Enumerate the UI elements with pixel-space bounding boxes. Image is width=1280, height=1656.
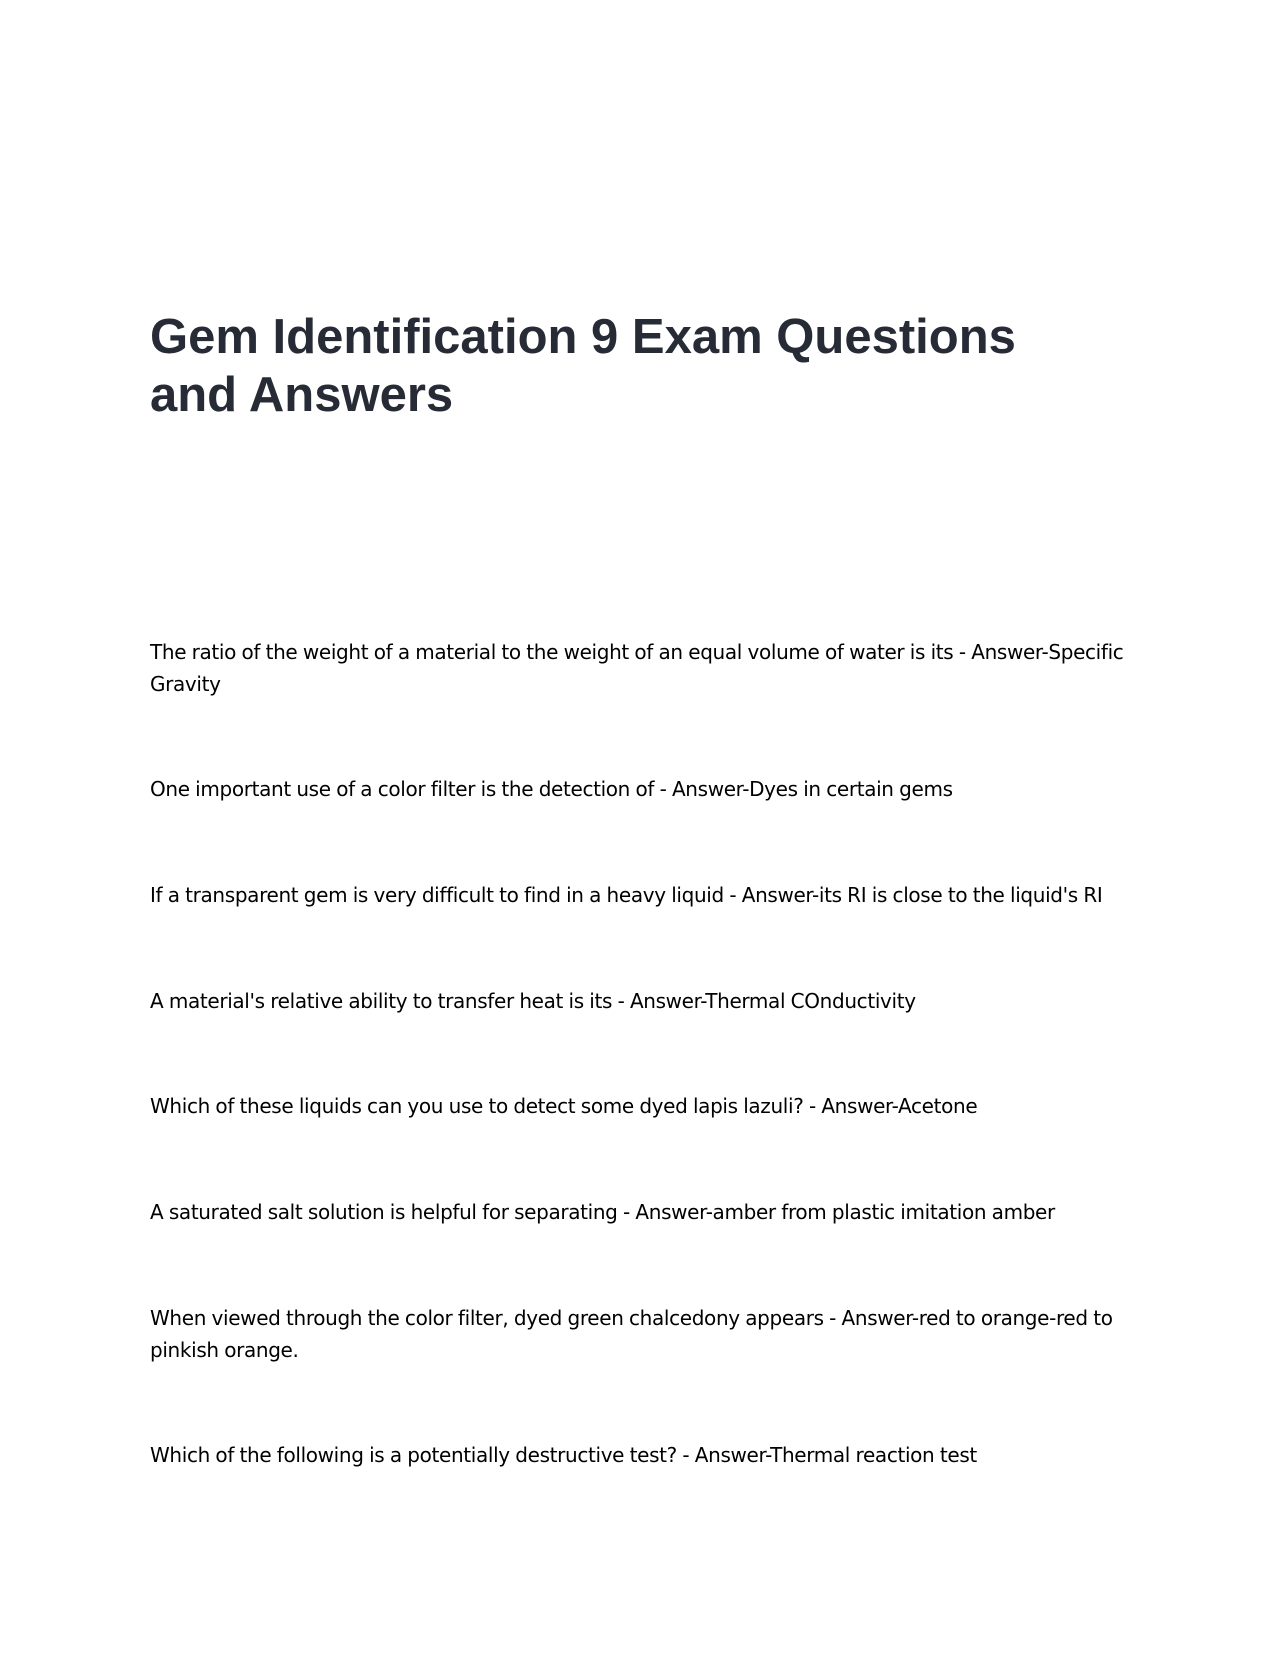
qa-item-7: When viewed through the color filter, dyed green chalcedony appears - Answer-red to orange-red to pinkish orange. — [150, 1306, 1113, 1362]
qa-item-1: The ratio of the weight of a material to the weight of an equal volume of water is its - Answer-Specific Gravity — [150, 640, 1124, 696]
qa-item-6: A saturated salt solution is helpful for separating - Answer-amber from plastic imitation amber — [150, 1200, 1055, 1224]
page-title: Gem Identification 9 Exam Questions and Answers — [150, 310, 1016, 422]
qa-item-5: Which of these liquids can you use to detect some dyed lapis lazuli? - Answer-Acetone — [150, 1094, 978, 1118]
qa-item-3: If a transparent gem is very difficult to find in a heavy liquid - Answer-its RI is close to the liquid's RI — [150, 883, 1103, 907]
qa-item-2: One important use of a color filter is the detection of - Answer-Dyes in certain gems — [150, 777, 953, 801]
qa-item-4: A material's relative ability to transfer heat is its - Answer-Thermal COnductivity — [150, 989, 916, 1013]
qa-item-8: Which of the following is a potentially destructive test? - Answer-Thermal reaction test — [150, 1443, 977, 1467]
